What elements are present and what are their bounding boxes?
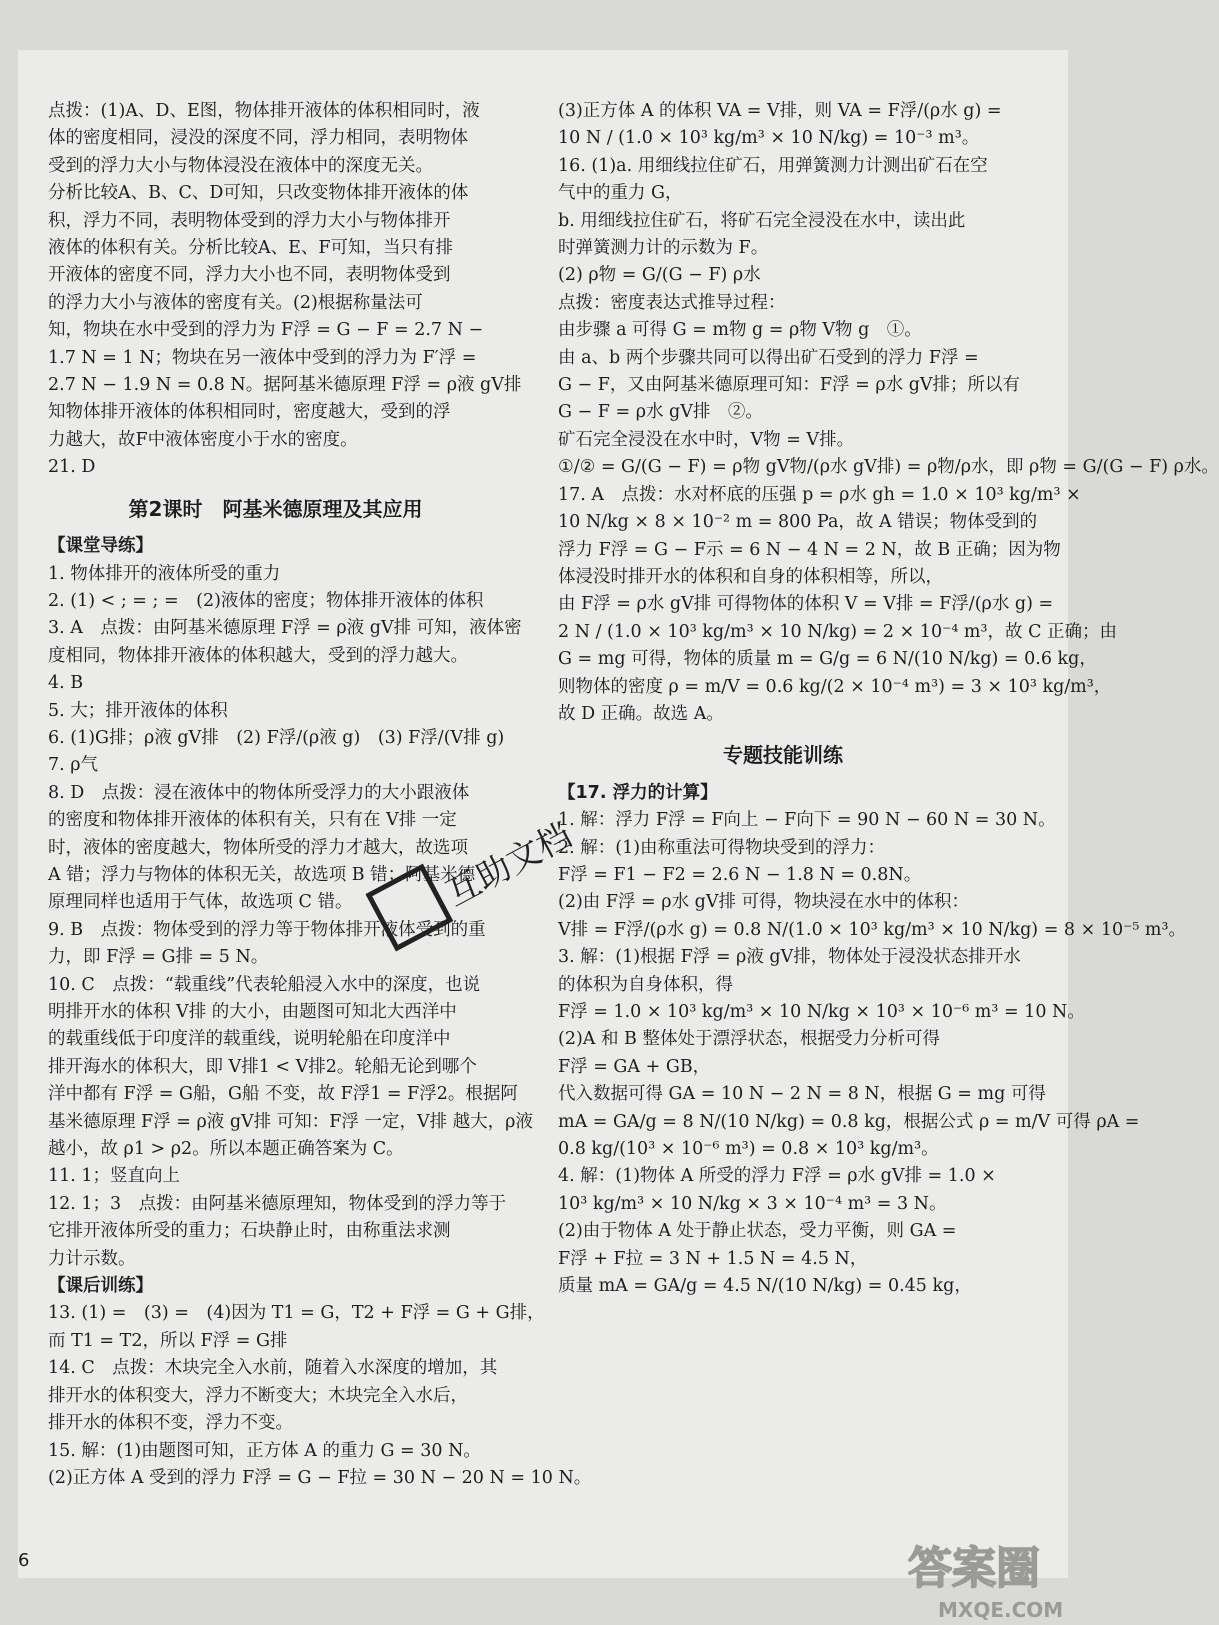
text-line: 6. (1)G排；ρ液 gV排 (2) F浮/(ρ液 g) (3) F浮/(V排 g) <box>48 727 505 748</box>
text-line: mA = GA/g = 8 N/(10 N/kg) = 0.8 kg，根据公式 ρ = m/V 可得 ρA = <box>558 1111 1140 1132</box>
text-line: 知物体排开液体的体积相同时，密度越大，受到的浮 <box>48 402 451 423</box>
text-line: 4. B <box>48 673 84 694</box>
text-line: 的体积为自身体积，得 <box>558 974 733 995</box>
text-line: 由 a、b 两个步骤共同可以得出矿石受到的浮力 F浮 = <box>558 347 979 368</box>
text-line: 4. 解：(1)物体 A 所受的浮力 F浮 = ρ水 gV排 = 1.0 × <box>558 1166 996 1187</box>
text-line: 体浸没时排开水的体积和自身的体积相等，所以， <box>558 566 943 587</box>
text-line: 排开水的体积变大，浮力不断变大；木块完全入水后， <box>48 1385 468 1406</box>
section-title: 专题技能训练 <box>723 743 843 768</box>
text-line: 受到的浮力大小与物体浸没在液体中的深度无关。 <box>48 155 433 176</box>
text-line: 明排开水的体积 V排 的大小，由题图可知北大西洋中 <box>48 1002 457 1022</box>
text-line: 点拨：密度表达式推导过程： <box>558 292 786 313</box>
text-line: 10. C 点拨：“载重线”代表轮船浸入水中的深度，也说 <box>48 974 481 995</box>
text-line: 排开海水的体积大，即 V排1 < V排2。轮船无论到哪个 <box>48 1056 477 1077</box>
right-column <box>558 98 1219 1300</box>
text-line: 矿石完全浸没在水中时，V物 = V排。 <box>558 429 855 450</box>
text-line: 原理同样也适用于气体，故选项 C 错。 <box>48 892 353 913</box>
text-line: 洋中都有 F浮 = G船，G船 不变，故 F浮1 = F浮2。根据阿 <box>48 1084 518 1105</box>
text-line: G − F = ρ水 gV排 ②。 <box>558 402 763 423</box>
text-line: 9. B 点拨：物体受到的浮力等于物体排开液体受到的重 <box>48 919 486 940</box>
text-line: 2 N / (1.0 × 10³ kg/m³ × 10 N/kg) = 2 × 10⁻⁴ m³，故 C 正确；由 <box>558 621 1118 642</box>
document-page <box>18 50 1219 1622</box>
text-line: 的浮力大小与液体的密度有关。(2)根据称量法可 <box>48 292 423 313</box>
text-line: 质量 mA = GA/g = 4.5 N/(10 N/kg) = 0.45 kg， <box>558 1276 972 1297</box>
logo-text: 答案圈 <box>908 1543 1040 1594</box>
text-line: 16. (1)a. 用细线拉住矿石，用弹簧测力计测出矿石在空 <box>558 155 988 176</box>
text-line: 11. 1；竖直向上 <box>48 1166 181 1187</box>
text-line: 开液体的密度不同，浮力大小也不同，表明物体受到 <box>48 265 451 286</box>
text-line: A 错；浮力与物体的体积无关，故选项 B 错；阿基米德 <box>48 864 476 885</box>
text-line: 2.7 N − 1.9 N = 0.8 N。据阿基米德原理 F浮 = ρ液 gV排 <box>48 375 522 396</box>
text-line: 知，物块在水中受到的浮力为 F浮 = G − F = 2.7 N − <box>48 320 484 341</box>
text-line: (3)正方体 A 的体积 VA = V排，则 VA = F浮/(ρ水 g) = <box>558 101 1002 121</box>
text-line: F浮 = 1.0 × 10³ kg/m³ × 10 N/kg × 10³ × 10⁻⁶ m³ = 10 N。 <box>558 1002 1085 1022</box>
text-line: 力，即 F浮 = G排 = 5 N。 <box>48 947 269 968</box>
text-line: 3. 解：(1)根据 F浮 = ρ液 gV排，物体处于浸没状态排开水 <box>558 947 1021 968</box>
stamp-text: 互助文档 <box>439 815 579 915</box>
text-line: 时弹簧测力计的示数为 F。 <box>558 238 769 259</box>
text-line: (2)A 和 B 整体处于漂浮状态，根据受力分析可得 <box>558 1029 940 1050</box>
section-title: 第2课时 阿基米德原理及其应用 <box>128 496 423 521</box>
logo-url: MXQE.COM <box>938 1598 1064 1622</box>
text-line: 气中的重力 G， <box>558 183 683 204</box>
text-line: ①/② = G/(G − F) = ρ物 gV物/(ρ水 gV排) = ρ物/ρ水，即 ρ物 = G/(G − F) ρ水。 <box>558 457 1219 478</box>
text-line: 21. D <box>48 457 96 478</box>
text-line: 积，浮力不同，表明物体受到的浮力大小与物体排开 <box>48 210 451 231</box>
text-line: 10 N / (1.0 × 10³ kg/m³ × 10 N/kg) = 10⁻³ m³。 <box>558 128 980 149</box>
text-line: 0.8 kg/(10³ × 10⁻⁶ m³) = 0.8 × 10³ kg/m³。 <box>558 1139 939 1160</box>
text-line: 1.7 N = 1 N；物块在另一液体中受到的浮力为 F′浮 = <box>48 347 477 368</box>
subsection-label: 【17. 浮力的计算】 <box>558 782 718 803</box>
text-line: 时，液体的密度越大，物体所受的浮力才越大，故选项 <box>48 837 468 858</box>
text-line: F浮 = F1 − F2 = 2.6 N − 1.8 N = 0.8N。 <box>558 864 922 885</box>
text-line: 分析比较A、B、C、D可知，只改变物体排开液体的体 <box>48 183 469 204</box>
subsection-label: 【课后训练】 <box>48 1276 153 1297</box>
text-line: G − F，又由阿基米德原理可知：F浮 = ρ水 gV排；所以有 <box>558 375 1021 396</box>
text-line: F浮 + F拉 = 3 N + 1.5 N = 4.5 N， <box>558 1248 868 1269</box>
text-line: 基米德原理 F浮 = ρ液 gV排 可知：F浮 一定，V排 越大，ρ液 <box>48 1111 533 1132</box>
text-line: 3. A 点拨：由阿基米德原理 F浮 = ρ液 gV排 可知，液体密 <box>48 618 522 639</box>
text-line: b. 用细线拉住矿石，将矿石完全浸没在水中，读出此 <box>558 210 966 231</box>
text-line: 由 F浮 = ρ水 gV排 可得物体的体积 V = V排 = F浮/(ρ水 g) = <box>558 594 1054 615</box>
text-line: 由步骤 a 可得 G = m物 g = ρ物 V物 g ①。 <box>558 320 922 341</box>
text-line: 17. A 点拨：水对杯底的压强 p = ρ水 gh = 1.0 × 10³ kg/m³ × <box>558 484 1081 505</box>
text-line: 而 T1 = T2，所以 F浮 = G排 <box>48 1330 288 1351</box>
text-line: (2) ρ物 = G/(G − F) ρ水 <box>558 265 761 286</box>
text-line: 1. 物体排开的液体所受的重力 <box>48 563 281 584</box>
text-line: F浮 = GA + GB， <box>558 1056 711 1077</box>
text-line: G = mg 可得，物体的质量 m = G/g = 6 N/(10 N/kg) = 0.6 kg， <box>558 649 1097 670</box>
text-line: 它排开液体所受的重力；石块静止时，由称重法求测 <box>48 1221 451 1242</box>
text-line: 故 D 正确。故选 A。 <box>558 703 724 724</box>
text-line: (2)正方体 A 受到的浮力 F浮 = G − F拉 = 30 N − 20 N = 10 N。 <box>48 1467 592 1488</box>
text-line: 1. 解：浮力 F浮 = F向上 − F向下 = 90 N − 60 N = 30 N。 <box>558 810 1056 831</box>
text-line: 2. (1) < ; = ; = (2)液体的密度；物体排开液体的体积 <box>48 590 484 611</box>
text-line: 14. C 点拨：木块完全入水前，随着入水深度的增加，其 <box>48 1358 498 1379</box>
text-line: 10 N/kg × 8 × 10⁻² m = 800 Pa，故 A 错误；物体受到的 <box>558 512 1038 533</box>
text-line: 度相同，物体排开液体的体积越大，受到的浮力越大。 <box>48 645 468 666</box>
text-line: 10³ kg/m³ × 10 N/kg × 3 × 10⁻⁴ m³ = 3 N。 <box>558 1193 947 1214</box>
page-number: 6 <box>18 1550 30 1571</box>
text-line: 15. 解：(1)由题图可知，正方体 A 的重力 G = 30 N。 <box>48 1440 481 1461</box>
text-line: 点拨：(1)A、D、E图，物体排开液体的体积相同时，液 <box>48 101 480 121</box>
text-line: 5. 大；排开液体的体积 <box>48 700 228 721</box>
text-line: 的密度和物体排开液体的体积有关，只有在 V排 一定 <box>48 810 457 831</box>
text-line: 12. 1；3 点拨：由阿基米德原理知，物体受到的浮力等于 <box>48 1193 507 1214</box>
text-line: 2. 解：(1)由称重法可得物块受到的浮力： <box>558 837 886 858</box>
text-line: 13. (1) = (3) = (4)因为 T1 = G，T2 + F浮 = G + G排， <box>48 1303 545 1324</box>
text-line: 8. D 点拨：浸在液体中的物体所受浮力的大小跟液体 <box>48 782 470 803</box>
text-line: 的载重线低于印度洋的载重线，说明轮船在印度洋中 <box>48 1029 451 1050</box>
text-line: (2)由 F浮 = ρ水 gV排 可得，物块浸在水中的体积： <box>558 892 970 913</box>
text-line: 液体的体积有关。分析比较A、E、F可知，当只有排 <box>48 238 454 259</box>
text-line: V排 = F浮/(ρ水 g) = 0.8 N/(1.0 × 10³ kg/m³ × 10 N/kg) = 8 × 10⁻⁵ m³。 <box>558 919 1187 940</box>
text-line: (2)由于物体 A 处于静止状态，受力平衡，则 GA = <box>558 1221 957 1242</box>
text-line: 力计示数。 <box>48 1248 136 1269</box>
text-line: 体的密度相同，浸没的深度不同，浮力相同，表明物体 <box>48 128 468 149</box>
text-line: 7. ρ气 <box>48 755 99 776</box>
text-line: 则物体的密度 ρ = m/V = 0.6 kg/(2 × 10⁻⁴ m³) = 3 × 10³ kg/m³， <box>558 676 1112 697</box>
text-line: 越小，故 ρ1 > ρ2。所以本题正确答案为 C。 <box>48 1139 404 1160</box>
text-line: 力越大，故F中液体密度小于水的密度。 <box>48 429 358 450</box>
text-line: 浮力 F浮 = G − F示 = 6 N − 4 N = 2 N，故 B 正确；因为物 <box>558 539 1061 560</box>
text-line: 代入数据可得 GA = 10 N − 2 N = 8 N，根据 G = mg 可得 <box>558 1084 1046 1105</box>
text-line: 排开水的体积不变，浮力不变。 <box>48 1413 293 1434</box>
subsection-label: 【课堂导练】 <box>48 536 153 557</box>
site-logo <box>898 1525 1088 1625</box>
